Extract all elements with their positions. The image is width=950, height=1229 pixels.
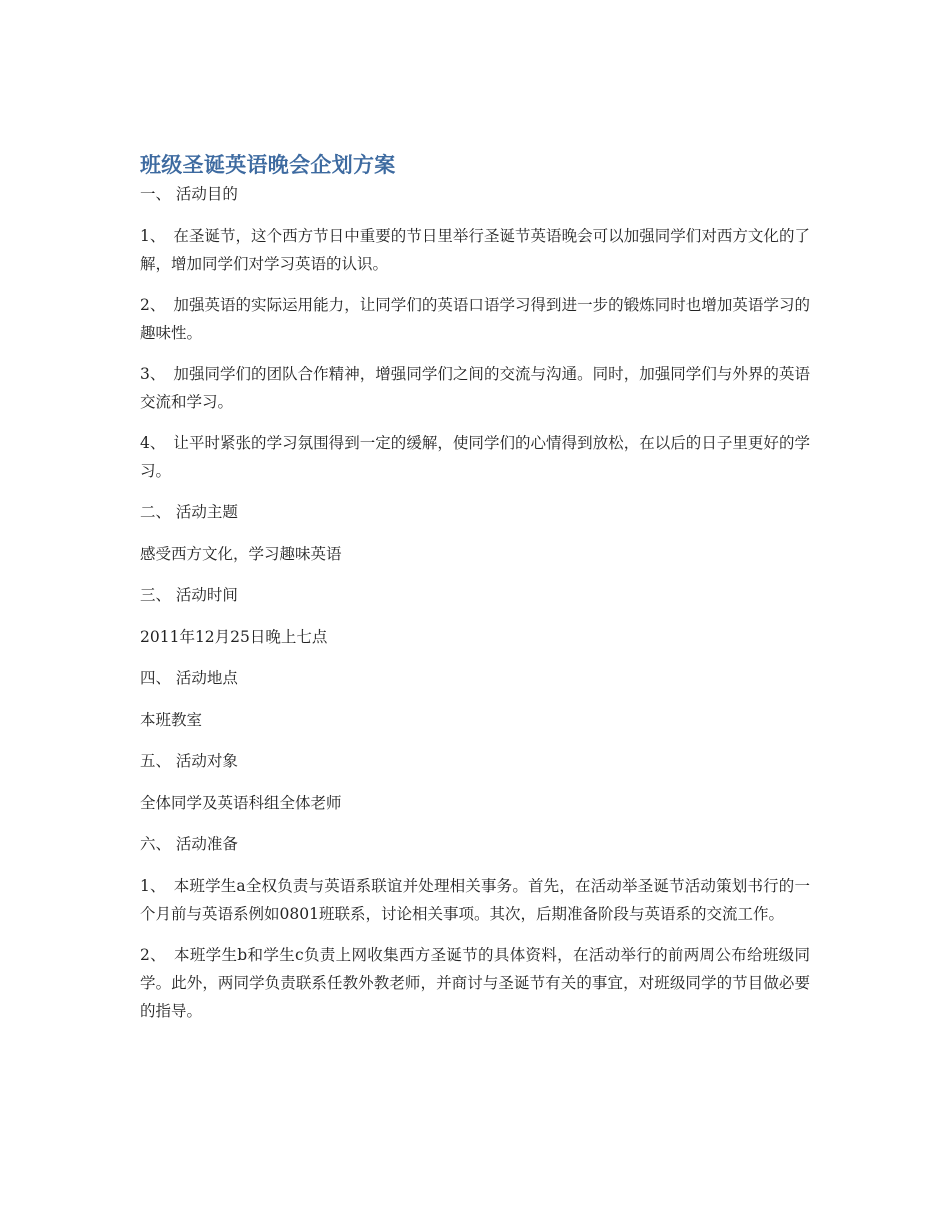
theme-content: 感受西方文化，学习趣味英语 [140, 545, 342, 563]
section-heading-preparation: 六、 活动准备 [140, 835, 238, 853]
preparation-item-1 [140, 872, 810, 928]
item-text: 加强同学们的团队合作精神，增强同学们之间的交流与沟通。同时，加强同学们与外界的英语交流和学习。 [140, 365, 810, 411]
item-text: 本班学生b和学生c负责上网收集西方圣诞节的具体资料，在活动举行的前两周公布给班级同学。此外，两同学负责联系任教外教老师，并商讨与圣诞节有关的事宜，对班级同学的节目做必要的指导。 [140, 946, 810, 1020]
item-text: 在圣诞节，这个西方节日中重要的节日里举行圣诞节英语晚会可以加强同学们对西方文化的了解，增加同学们对学习英语的认识。 [140, 227, 810, 273]
time-content: 2011年12月25日晚上七点 [140, 628, 328, 646]
item-number: 2、 [140, 946, 167, 964]
document-page [140, 148, 810, 1038]
location-content: 本班教室 [140, 711, 203, 729]
item-number: 1、 [140, 227, 166, 245]
item-number: 4、 [140, 434, 166, 452]
section-heading-location: 四、 活动地点 [140, 669, 238, 687]
purpose-item-4 [140, 429, 810, 485]
item-number: 3、 [140, 365, 166, 383]
item-number: 1、 [140, 877, 166, 895]
section-heading-purpose: 一、 活动目的 [140, 185, 238, 203]
section-heading-time: 三、 活动时间 [140, 586, 238, 604]
purpose-item-1 [140, 222, 810, 278]
section-heading-theme: 二、 活动主题 [140, 503, 238, 521]
purpose-item-2 [140, 291, 810, 347]
purpose-item-3 [140, 360, 810, 416]
preparation-item-2 [140, 941, 810, 1025]
item-text: 本班学生a全权负责与英语系联谊并处理相关事务。首先，在活动举圣诞节活动策划书行的一个月前与英语系例如0801班联系，讨论相关事项。其次，后期准备阶段与英语系的交流工作。 [140, 877, 810, 923]
document-title: 班级圣诞英语晚会企划方案 [140, 153, 396, 177]
section-heading-audience: 五、 活动对象 [140, 752, 238, 770]
item-text: 让平时紧张的学习氛围得到一定的缓解，使同学们的心情得到放松，在以后的日子里更好的学习。 [140, 434, 810, 480]
item-text: 加强英语的实际运用能力，让同学们的英语口语学习得到进一步的锻炼同时也增加英语学习的趣味性。 [140, 296, 810, 342]
audience-content: 全体同学及英语科组全体老师 [140, 794, 342, 812]
item-number: 2、 [140, 296, 166, 314]
